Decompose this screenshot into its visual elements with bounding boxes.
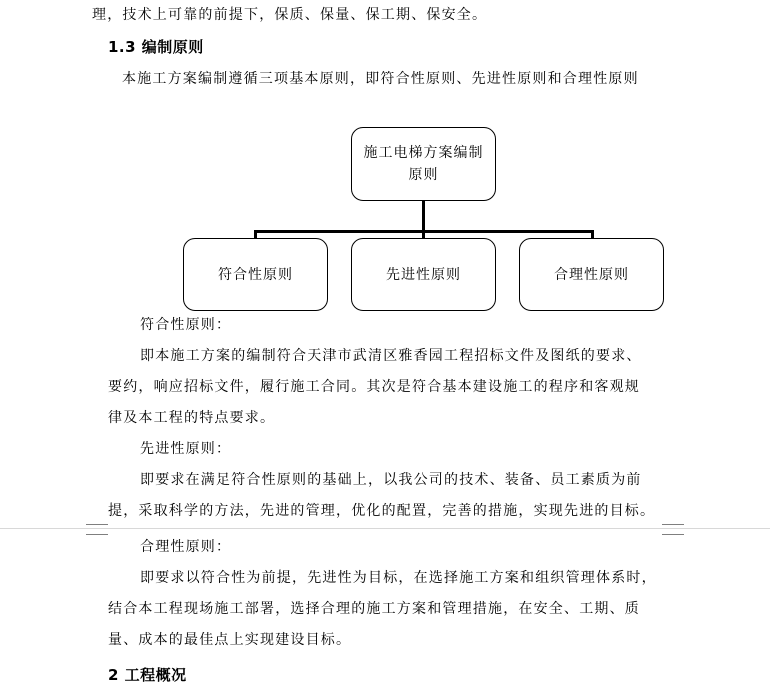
chart-child-label-1: 符合性原则 bbox=[218, 266, 293, 283]
chart-connector-vertical bbox=[422, 201, 425, 231]
margin-mark-right-top bbox=[662, 524, 684, 525]
subheading-rationality: 合理性原则： bbox=[140, 539, 232, 555]
paragraph-line: 要约，响应招标文件，履行施工合同。其次是符合基本建设施工的程序和客观规 bbox=[108, 379, 640, 395]
paragraph-line: 律及本工程的特点要求。 bbox=[108, 410, 276, 426]
section-heading: 1.3 编制原则 bbox=[108, 38, 204, 56]
chart-child-box-2 bbox=[351, 238, 496, 311]
chart-root-box bbox=[351, 127, 496, 201]
chart-child-label-2: 先进性原则 bbox=[386, 266, 461, 283]
page-break-line bbox=[0, 528, 770, 529]
margin-mark-right-bottom bbox=[662, 534, 684, 535]
paragraph-line: 即要求以符合性为前提，先进性为目标，在选择施工方案和组织管理体系时， bbox=[140, 570, 657, 586]
paragraph-line: 量、成本的最佳点上实现建设目标。 bbox=[108, 632, 352, 648]
chart-connector-left bbox=[254, 230, 257, 238]
subheading-conformity: 符合性原则： bbox=[140, 317, 232, 333]
subheading-advancement: 先进性原则： bbox=[140, 441, 232, 457]
paragraph-line: 提，采取科学的方法，先进的管理，优化的配置，完善的措施，实现先进的目标。 bbox=[108, 503, 656, 519]
margin-mark-left-top bbox=[86, 524, 108, 525]
paragraph-line: 结合本工程现场施工部署，选择合理的施工方案和管理措施，在安全、工期、质 bbox=[108, 601, 640, 617]
paragraph-line: 即本施工方案的编制符合天津市武清区雅香园工程招标文件及图纸的要求、 bbox=[140, 348, 642, 364]
chart-connector-middle bbox=[422, 230, 425, 238]
paragraph-line: 即要求在满足符合性原则的基础上，以我公司的技术、装备、员工素质为前 bbox=[140, 472, 642, 488]
paragraph-line-top: 理，技术上可靠的前提下，保质、保量、保工期、保安全。 bbox=[92, 7, 488, 23]
chart-root-label: 施工电梯方案编制原则 bbox=[363, 145, 484, 183]
next-section-heading: 2 工程概况 bbox=[108, 666, 187, 684]
intro-paragraph: 本施工方案编制遵循三项基本原则，即符合性原则、先进性原则和合理性原则 bbox=[122, 71, 639, 87]
chart-child-label-3: 合理性原则 bbox=[554, 266, 629, 283]
chart-connector-right bbox=[591, 230, 594, 238]
margin-mark-left-bottom bbox=[86, 534, 108, 535]
chart-child-box-3 bbox=[519, 238, 664, 311]
chart-child-box-1 bbox=[183, 238, 328, 311]
